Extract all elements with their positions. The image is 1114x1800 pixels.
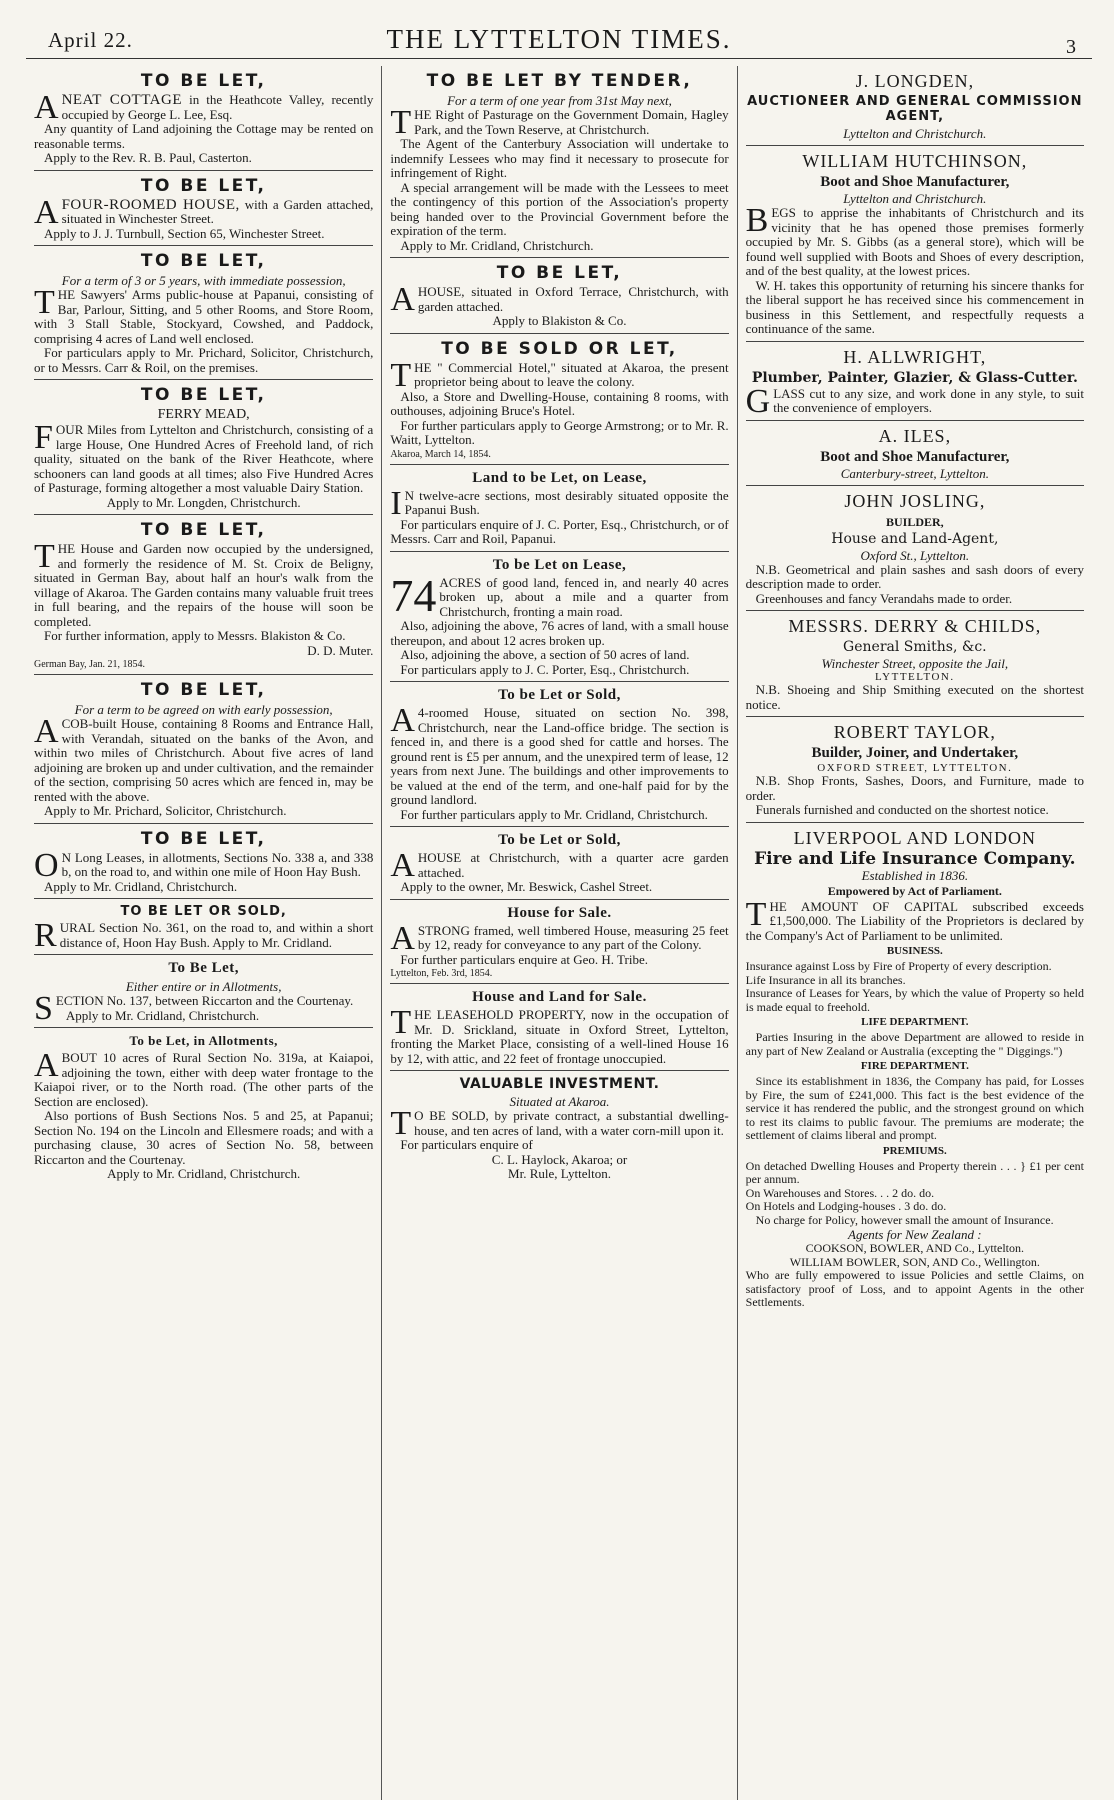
ad-body: ECTION No. 137, between Riccarton and the Courtenay. <box>55 993 354 1008</box>
ad-robert-taylor <box>746 717 1084 823</box>
ad-text: N.B. Shop Fronts, Sashes, Doors, and Furniture, made to order. <box>745 773 1084 803</box>
agent-line: COOKSON, BOWLER, AND Co., Lyttelton. <box>805 1241 1024 1255</box>
ad-body: in the Heathcote Valley, recently occupied by George L. Lee, Esq. <box>61 92 374 122</box>
ad-neat-cottage <box>34 66 373 171</box>
ad-body: ACRES of good land, fenced in, and nearly 40 acres broken up, about a mile and a quarter from Christchurch, fronting a main road. <box>439 574 729 619</box>
ad-apply: Apply to Mr. Prichard, Solicitor, Christchurch. <box>44 803 287 818</box>
ad-longden <box>746 66 1084 146</box>
ad-allwright <box>746 342 1084 421</box>
ad-body: 4-roomed House, situated on section No. 398, Christchurch, near the Land-office bridge. The section is fenced in, and there is a good shed for cattle and horses. The ground rent is £5 per annum, and the unexpired term of lease, 12 years from next June. The buildings and other improvements to be valued at the end of the term, and one-half paid for by the ground landlord. <box>390 705 729 807</box>
business-title: BUILDER, <box>885 514 944 529</box>
ad-cob-house <box>34 675 373 824</box>
ad-apply: Apply to Mr. Cridland, Christchurch. <box>44 878 238 894</box>
ad-body: N Long Leases, in allotments, Sections No. 338 a, and 338 b, on the road to, and within one mile of Hoon Hay Bush. <box>61 849 374 879</box>
business-place: Lyttelton and Christchurch. <box>843 191 987 206</box>
drop-cap: 74 <box>390 569 437 621</box>
ad-74-acres <box>390 552 728 683</box>
business-item: Insurance against Loss by Fire of Property of every description. <box>745 959 1052 973</box>
ad-house-german-bay <box>34 515 373 675</box>
premium-row: On detached Dwelling Houses and Property therein . . . } £1 per cent per annum. <box>745 1158 1084 1186</box>
ad-lead: NEAT COTTAGE <box>61 92 182 108</box>
drop-cap: A <box>390 847 415 884</box>
business-title: Boot and Shoe Manufacturer, <box>820 174 1010 190</box>
ad-heading: Land to be Let, on Lease, <box>472 469 647 486</box>
ad-long-leases <box>34 824 373 900</box>
drop-cap: R <box>34 917 57 954</box>
business-name: JOHN JOSLING, <box>844 490 986 511</box>
ad-apply: For further particulars apply to George Armstrong; or to Mr. R. Waitt, Lyttelton. <box>390 417 729 447</box>
ad-contact: C. L. Haylock, Akaroa; or <box>491 1151 628 1167</box>
ad-text: N.B. Geometrical and plain sashes and sash doors of every description made to order. <box>745 561 1084 591</box>
ad-land-lease-papanui <box>390 465 728 552</box>
drop-cap: A <box>34 713 59 750</box>
drop-cap: T <box>34 538 55 575</box>
business-name: A. ILES, <box>878 425 952 446</box>
business-town: LYTTELTON. <box>875 671 955 683</box>
ad-heading: VALUABLE INVESTMENT. <box>459 1076 660 1092</box>
ad-heading: To be Let, in Allotments, <box>129 1033 278 1048</box>
ad-hutchinson <box>746 146 1084 342</box>
ad-derry-childs <box>746 611 1084 717</box>
ad-body: HE AMOUNT OF CAPITAL subscribed exceeds £1,500,000. The Liability of the Proprietors is declared by the Company's Act of Parliament to be unlimited. <box>745 898 1084 943</box>
drop-cap: G <box>745 382 771 420</box>
columns <box>26 66 1092 1800</box>
ad-body: COB-built House, containing 8 Rooms and Entrance Hall, with Verandah, situated on the banks of the Avon, and within two miles of Christchurch. About five acres of land adjoining are broken up and under cultivation, and the remainder of the section, comprising 50 acres which are fenced in, may be rented with the above. <box>34 716 374 804</box>
ad-lead: FOUR-ROOMED HOUSE, <box>61 196 240 213</box>
ad-allotments-kaiapoi <box>34 1028 373 1186</box>
masthead <box>26 0 1092 59</box>
business-place: Lyttelton and Christchurch. <box>843 126 987 141</box>
ad-text: Funerals furnished and conducted on the shortest notice. <box>755 802 1049 817</box>
premium-row: On Hotels and Lodging-houses . 3 do. do. <box>745 1199 947 1213</box>
ad-house-christchurch <box>390 827 728 900</box>
ad-pasturage-tender <box>390 66 728 258</box>
business-name: WILLIAM HUTCHINSON, <box>802 151 1028 171</box>
business-item: Life Insurance in all its branches. <box>745 972 906 987</box>
drop-cap: A <box>34 1047 59 1084</box>
section-heading: FIRE DEPARTMENT. <box>860 1060 969 1072</box>
ad-apply: For further information, apply to Messrs. Blakiston & Co. <box>44 628 346 643</box>
ad-apply: For particulars enquire of J. C. Porter, Esq., Christchurch, or of Messrs. Carr and Roil, Papanui. <box>390 516 729 546</box>
ad-date: Lyttelton, Feb. 3rd, 1854. <box>390 968 493 979</box>
drop-cap: T <box>390 104 412 141</box>
ad-apply: Apply to Mr. Cridland, Christchurch. <box>65 1007 260 1023</box>
ad-text: N.B. Shoeing and Ship Smithing executed on the shortest notice. <box>745 682 1084 712</box>
ad-text: Also, adjoining the above, a section of 50 acres of land. <box>400 647 690 662</box>
ad-subheading: For a term of 3 or 5 years, with immediate possession, <box>61 273 346 288</box>
drop-cap: A <box>390 919 415 957</box>
ad-leasehold-property <box>390 984 728 1071</box>
ad-body: HE Sawyers' Arms public-house at Papanui, consisting of Bar, Parlour, Sitting, and 5 other Rooms, and Store Room, with 3 Stall Stable, Stockyard, Cowshed, and Paddock, comprising 4 acres of Land well enclosed. <box>34 287 374 346</box>
ad-apply: Apply to the owner, Mr. Beswick, Cashel Street. <box>400 879 653 894</box>
drop-cap: T <box>34 284 55 321</box>
ad-subheading: Situated at Akaroa. <box>509 1094 610 1109</box>
page-number: 3 <box>1066 36 1076 58</box>
business-title-2: House and Land-Agent, <box>831 530 999 547</box>
section-heading: BUSINESS. <box>886 945 943 957</box>
ad-heading: TO BE LET, <box>140 680 267 700</box>
ad-heading: TO BE LET, <box>140 520 267 540</box>
ad-apply: Apply to J. J. Turnbull, Section 65, Winchester Street. <box>44 225 325 241</box>
section-heading: LIFE DEPARTMENT. <box>861 1016 969 1028</box>
ad-apply: Apply to Mr. Cridland, Christchurch. <box>107 1166 301 1181</box>
ad-house-for-sale <box>390 900 728 985</box>
ad-heading: House for Sale. <box>507 904 612 921</box>
drop-cap: B <box>745 202 769 239</box>
ad-text: A special arrangement will be made with the Lessees to meet the contingency of this portion of the Association's property being handed over to the Provincial Government before the expiration of the term. <box>390 179 729 238</box>
established-line: Established in 1836. <box>861 867 969 883</box>
column-1 <box>26 66 381 1800</box>
business-name: H. ALLWRIGHT, <box>843 346 987 367</box>
business-name: J. LONGDEN, <box>855 71 975 91</box>
ad-body: HE House and Garden now occupied by the undersigned, and formerly the residence of M. St. Croix de Beligny, situated in German Bay, about half an hour's walk from the village of Akaroa. The Garden contains many valuable fruit trees in full bearing, and the repairs of the house will soon be completed. <box>34 541 374 629</box>
business-title: Fire and Life Insurance Company. <box>754 848 1076 869</box>
ad-text: For particulars enquire of <box>400 1137 533 1152</box>
section-text: Parties Insuring in the above Department are allowed to reside in any part of New Zealand or Australia (excepting the " Diggings.") <box>745 1030 1084 1058</box>
ad-contact: Mr. Rule, Lyttelton. <box>508 1166 611 1181</box>
newspaper-title: THE LYTTELTON TIMES. <box>386 24 732 54</box>
drop-cap: A <box>390 281 415 318</box>
ad-heading: TO BE LET, <box>140 175 267 196</box>
ad-ferry-mead <box>34 380 373 515</box>
business-place: Winchester Street, opposite the Jail, <box>821 656 1009 671</box>
agents-heading: Agents for New Zealand : <box>848 1227 982 1242</box>
ad-heading: TO BE LET, <box>496 263 623 283</box>
drop-cap: T <box>390 1105 412 1142</box>
ad-text: The Agent of the Canterbury Association will undertake to indemnify Lessees who may find it necessary to prosecute for infringement of Right. <box>390 136 729 180</box>
business-place: OXFORD STREET, LYTTELTON. <box>817 762 1013 774</box>
business-title: AUCTIONEER AND GENERAL COMMISSION AGENT, <box>747 94 1083 124</box>
ad-house-oxford-terrace <box>390 258 728 334</box>
drop-cap: F <box>34 419 53 456</box>
section-heading: PREMIUMS. <box>882 1144 947 1157</box>
ad-body: HE LEASEHOLD PROPERTY, now in the occupation of Mr. D. Srickland, situate in Oxford Street, Lyttelton, fronting the Market Place, consisting of a well-lined House 16 by 12, with attic, and 22 feet of frontage unoccupied. <box>390 1007 729 1066</box>
premium-row: On Warehouses and Stores. . . 2 do. do. <box>745 1185 935 1200</box>
drop-cap: A <box>390 702 415 739</box>
agent-note: Who are fully empowered to issue Policies and settle Claims, on satisfactory proof of Loss, and to appoint Agents in the other Settlements. <box>745 1268 1084 1309</box>
ad-section-137 <box>34 955 373 1028</box>
ad-apply: For further particulars apply to Mr. Cridland, Christchurch. <box>400 806 708 822</box>
business-title: General Smiths, &c. <box>843 639 987 655</box>
business-item: Insurance of Leases for Years, by which the value of Property so held is made equal to freehold. <box>745 986 1084 1014</box>
ad-body: URAL Section No. 361, on the road to, and within a short distance of, Hoon Hay Bush. Apply to Mr. Cridland. <box>59 920 374 950</box>
ad-heading: To be Let on Lease, <box>492 556 627 573</box>
ad-heading: To be Let or Sold, <box>498 832 621 848</box>
ad-rural-section <box>34 899 373 955</box>
ad-date: German Bay, Jan. 21, 1854. <box>34 659 145 670</box>
premium-note: No charge for Policy, however small the amount of Insurance. <box>755 1212 1054 1227</box>
ad-liverpool-london-insurance <box>746 823 1084 1314</box>
ad-heading: TO BE LET, <box>140 828 267 849</box>
ad-text: Greenhouses and fancy Verandahs made to order. <box>755 590 1013 606</box>
ad-heading: TO BE LET, <box>140 71 267 91</box>
ad-apply: Apply to Blakiston & Co. <box>492 313 627 328</box>
ad-signature: D. D. Muter. <box>307 642 374 658</box>
ad-subheading: FERRY MEAD, <box>157 407 250 422</box>
column-3 <box>737 66 1092 1800</box>
business-place: Canterbury-street, Lyttelton. <box>840 465 989 481</box>
ad-iles <box>746 421 1084 486</box>
ad-body: BOUT 10 acres of Rural Section No. 319a, at Kaiapoi, adjoining the town, either with deep water frontage to the Kaiapoi river, or to the North road. (The other parts of the Section are enclosed). <box>34 1050 374 1109</box>
section-text: Since its establishment in 1836, the Company has paid, for Losses by Fire, the sum of £241,000. This fact is the best evidence of the service it has rendered the public, and the strongest ground on which to rest its claims to public favour. The premiums are moderate; the settlement of claims liberal and prompt. <box>745 1074 1084 1142</box>
ad-body: HE Right of Pasturage on the Government Domain, Hagley Park, and the Town Reserve, at Christchurch. <box>414 107 729 137</box>
ad-heading: To be Let or Sold, <box>498 687 621 703</box>
ad-apply: For particulars apply to Mr. Prichard, Solicitor, Christchurch, or to Messrs. Carr & Roil, on the premises. <box>34 345 374 375</box>
ad-subheading: For a term of one year from 31st May next, <box>447 93 672 108</box>
business-place: Oxford St., Lyttelton. <box>860 547 970 563</box>
column-2 <box>381 66 736 1800</box>
ad-apply: Apply to Mr. Longden, Christchurch. <box>106 494 301 510</box>
act-line: Empowered by Act of Parliament. <box>827 883 1002 898</box>
business-title: Builder, Joiner, and Undertaker, <box>811 745 1019 761</box>
ad-text: Also portions of Bush Sections Nos. 5 and 25, at Papanui; Section No. 194 on the Lincoln and Ellesmere roads; and with a purchasing clause, 30 acres of Section No. 58, between Riccarton and the Courtenay. <box>34 1108 374 1167</box>
ad-body: OUR Miles from Lyttelton and Christchurch, consisting of a large House, One Hundred Acres of Freehold land, of rich quality, situated on the bank of the River Heathcote, where schooners can land goods at all times; also Five Hundred Acres of Pasturage, forming altogether a most valuable Dairy Station. <box>34 422 374 495</box>
ad-heading: TO BE SOLD OR LET, <box>441 338 678 359</box>
ad-body: EGS to apprise the inhabitants of Christchurch and its vicinity that he has opened those premises formerly occupied by Mr. S. Gibbs (as a general store), which will be found well supplied with Boots and Shoes of every description, and of the best quality, at the lowest prices. <box>745 205 1084 278</box>
drop-cap: T <box>390 1004 412 1041</box>
ad-subheading: For a term to be agreed on with early possession, <box>74 702 333 717</box>
business-name: LIVERPOOL AND LONDON <box>793 827 1036 848</box>
ad-valuable-investment <box>390 1071 728 1186</box>
ad-heading: TO BE LET, <box>140 251 267 271</box>
ad-body: HE " Commercial Hotel," situated at Akaroa, the present proprietor being about to leave the colony. <box>414 359 729 389</box>
ad-text: Also, a Store and Dwelling-House, containing 8 rooms, with outhouses, adjoining Bruce's Hotel. <box>390 388 729 418</box>
ad-commercial-hotel <box>390 334 728 465</box>
ad-body: LASS cut to any size, and work done in any style, to suit the convenience of employers. <box>773 385 1084 415</box>
drop-cap: O <box>34 846 59 884</box>
business-name: MESSRS. DERRY & CHILDS, <box>788 616 1042 636</box>
ad-body: STRONG framed, well timbered House, measuring 25 feet by 12, ready for conveyance to any part of the Colony. <box>417 922 729 952</box>
drop-cap: A <box>34 89 59 126</box>
ad-body: HOUSE, situated in Oxford Terrace, Christchurch, with garden attached. <box>417 284 729 314</box>
ad-josling <box>746 486 1084 612</box>
ad-sawyers-arms <box>34 246 373 380</box>
ad-text: Also, adjoining the above, 76 acres of land, with a small house thereupon, and about 12 acres broken up. <box>390 618 729 648</box>
ad-four-roomed-house <box>34 171 373 247</box>
drop-cap: S <box>34 990 53 1027</box>
ad-heading: To Be Let, <box>168 960 240 976</box>
ad-apply: Apply to the Rev. R. B. Paul, Casterton. <box>44 150 252 165</box>
drop-cap: T <box>390 356 412 394</box>
ad-text: Any quantity of Land adjoining the Cottage may be rented on reasonable terms. <box>34 121 374 151</box>
ad-heading: TO BE LET OR SOLD, <box>120 904 287 919</box>
drop-cap: A <box>34 193 59 231</box>
ad-body: N twelve-acre sections, most desirably situated opposite the Papanui Bush. <box>404 487 729 517</box>
ad-apply: Apply to Mr. Cridland, Christchurch. <box>400 237 594 253</box>
ad-apply: For further particulars enquire at Geo. H. Tribe. <box>400 951 648 967</box>
business-title: Plumber, Painter, Glazier, & Glass-Cutter. <box>751 369 1078 386</box>
agent-line: WILLIAM BOWLER, SON, AND Co., Wellington. <box>789 1254 1040 1269</box>
ad-heading: TO BE LET BY TENDER, <box>426 71 693 91</box>
ad-heading: TO BE LET, <box>140 385 267 405</box>
ad-body: O BE SOLD, by private contract, a substantial dwelling-house, and ten acres of land, with a water corn-mill upon it. <box>414 1108 729 1138</box>
drop-cap: T <box>745 895 767 933</box>
business-title: Boot and Shoe Manufacturer, <box>820 448 1010 465</box>
ad-heading: House and Land for Sale. <box>472 989 647 1005</box>
ad-date: Akaroa, March 14, 1854. <box>390 448 491 460</box>
ad-subheading: Either entire or in Allotments, <box>125 979 282 994</box>
ad-body: HOUSE at Christchurch, with a quarter acre garden attached. <box>417 850 729 880</box>
ad-4-roomed-house <box>390 682 728 827</box>
ad-text: W. H. takes this opportunity of returning his sincere thanks for the liberal support he has received since his commencement in business in this Settlement, and respectfully requests a continuance of the same. <box>745 277 1084 336</box>
business-name: ROBERT TAYLOR, <box>833 722 996 742</box>
issue-date: April 22. <box>48 28 133 52</box>
ad-apply: For particulars apply to J. C. Porter, Esq., Christchurch. <box>400 661 690 677</box>
ad-body: with a Garden attached, situated in Winchester Street. <box>61 196 374 226</box>
drop-cap: I <box>390 484 402 522</box>
